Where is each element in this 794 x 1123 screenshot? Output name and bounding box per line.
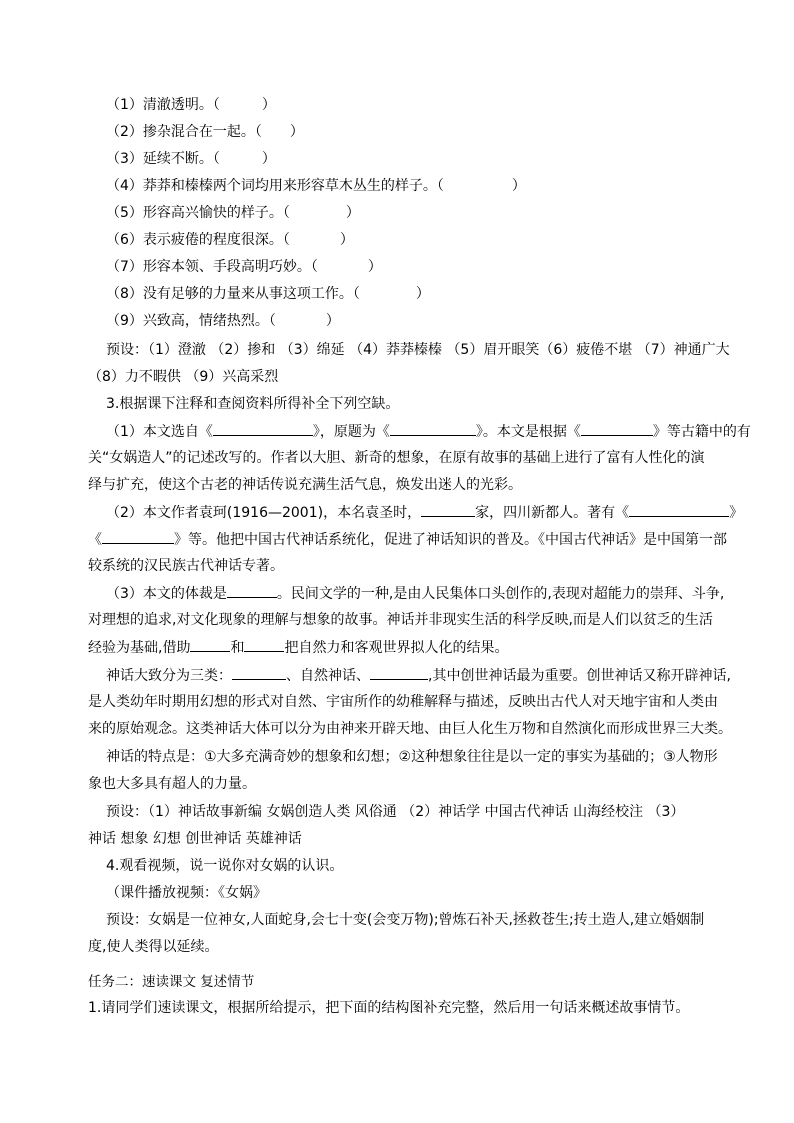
fill-blank[interactable] xyxy=(581,421,653,436)
close-paren: ） xyxy=(345,205,360,221)
q4-answer-line-1: 预设：女娲是一位神女,人面蛇身,会七十变(会变万物);曾炼石补天,拯救苍生;抟土造人,建立婚姻制 xyxy=(106,912,705,928)
task2-question-1: 1.请同学们速读课文，根据所给提示，把下面的结构图补充完整，然后用一句话来概述故事情节。 xyxy=(88,1000,690,1016)
fill-blank[interactable] xyxy=(213,421,313,436)
text: 和 xyxy=(230,640,245,656)
myth-types-line-3: 来的原始观念。这类神话大体可以分为由神来开辟天地、由巨人化生万物和自然演化而形成世界三大类。 xyxy=(88,721,732,737)
text: 》等古籍中的有 xyxy=(652,424,751,440)
q4-answer-line-2: 度,使人类得以延续。 xyxy=(88,939,219,955)
text: 家，四川新都人。著有《 xyxy=(475,505,630,521)
close-paren: ） xyxy=(415,286,430,302)
q3-title: 3.根据课下注释和查阅资料所得补全下列空缺。 xyxy=(106,396,400,412)
close-paren: ） xyxy=(261,97,276,113)
close-paren: ） xyxy=(339,232,354,248)
vocab-text: （2）掺杂混合在一起。（ xyxy=(106,124,262,140)
text: 》等。他把中国古代神话系统化，促进了神话知识的普及。《中国古代神话》是中国第一部 xyxy=(174,532,727,548)
q3-answer-line-1: 预设：（1）神话故事新编 女娲创造人类 风俗通 （2）神话学 中国古代神话 山海经校注 （3） xyxy=(106,804,685,820)
vocab-text: （4）莽莽和榛榛两个词均用来形容草木丛生的样子。（ xyxy=(106,178,444,194)
vocab-answer-line-2: （8）力不暇供 （9）兴高采烈 xyxy=(88,369,279,385)
myth-types-line-1 xyxy=(106,665,731,686)
vocab-item-5 xyxy=(106,203,360,223)
fill-blank[interactable] xyxy=(629,502,729,517)
text: 》 xyxy=(729,505,744,521)
close-paren: ） xyxy=(325,313,340,329)
text: 经验为基础,借助 xyxy=(88,640,191,656)
vocab-answer-line-1: 预设：（1）澄澈 （2）掺和 （3）绵延 （4）莽莽榛榛 （5）眉开眼笑（6）疲倦不堪 （7）神通广大 xyxy=(106,342,730,358)
vocab-text: （7）形容本领、手段高明巧妙。（ xyxy=(106,259,318,275)
vocab-text: （9）兴致高，情绪热烈。（ xyxy=(106,313,276,329)
close-paren: ） xyxy=(511,178,526,194)
fill-blank[interactable] xyxy=(421,502,475,517)
text: 》。本文是根据《 xyxy=(475,424,581,440)
myth-features-line-1: 神话的特点是：①大多充满奇妙的想象和幻想；②这种想象往往是以一定的事实为基础的；③人物形 xyxy=(106,749,718,765)
q3-p2-line-2 xyxy=(88,529,727,550)
vocab-text: （8）没有足够的力量来从事这项工作。（ xyxy=(106,286,360,302)
q3-p2-line-3: 较系统的汉民族古代神话专著。 xyxy=(88,558,284,574)
text: 把自然力和客观世界拟人化的结果。 xyxy=(284,640,509,656)
close-paren: ） xyxy=(261,151,276,167)
text: （1）本文选自《 xyxy=(106,424,213,440)
text: （3）本文的体裁是 xyxy=(106,586,227,602)
fill-blank[interactable] xyxy=(227,583,277,598)
vocab-item-9 xyxy=(106,311,340,331)
text: 神话大致分为三类： xyxy=(106,668,232,684)
vocab-item-7 xyxy=(106,257,382,277)
vocab-text: （5）形容高兴愉快的样子。（ xyxy=(106,205,290,221)
vocab-item-2 xyxy=(106,122,304,142)
q3-p3-line-2: 对理想的追求,对文化现象的理解与想象的故事。神话并非现实生活的科学反映,而是人们以贫乏的生活 xyxy=(88,612,713,628)
text: 、自然神话、 xyxy=(286,668,370,684)
q3-p1-line-3: 绎与扩充，使这个古老的神话传说充满生活气息，焕发出迷人的光彩。 xyxy=(88,477,522,493)
myth-features-line-2: 象也大多具有超人的力量。 xyxy=(88,776,256,792)
fill-blank[interactable] xyxy=(190,637,230,652)
close-paren: ） xyxy=(289,124,304,140)
text: 。民间文学的一种,是由人民集体口头创作的,表现对超能力的崇拜、斗争, xyxy=(276,586,725,602)
vocab-text: （3）延续不断。（ xyxy=(106,151,220,167)
vocab-item-1 xyxy=(106,95,276,115)
fill-blank[interactable] xyxy=(102,529,174,544)
vocab-text: （6）表示疲倦的程度很深。（ xyxy=(106,232,290,248)
q3-p1-line-1 xyxy=(106,421,751,442)
fill-blank[interactable] xyxy=(232,665,286,680)
q3-p3-line-3 xyxy=(88,637,508,658)
text: ,其中创世神话最为重要。创世神话又称开辟神话, xyxy=(428,668,731,684)
text: 《 xyxy=(88,532,102,548)
vocab-item-4 xyxy=(106,176,526,196)
text: （2）本文作者袁珂(1916—2001)，本名袁圣时， xyxy=(106,505,422,521)
fill-blank[interactable] xyxy=(244,637,284,652)
vocab-item-3 xyxy=(106,149,276,169)
q4-title: 4.观看视频，说一说你对女娲的认识。 xyxy=(106,858,344,874)
task2-title: 任务二：速读课文 复述情节 xyxy=(88,974,255,990)
q3-p1-line-2: 关“女娲造人”的记述改写的。作者以大胆、新奇的想象，在原有故事的基础上进行了富有人性化的演 xyxy=(88,450,705,466)
q3-p3-line-1 xyxy=(106,583,724,604)
q4-video-note: （课件播放视频：《女娲》 xyxy=(106,885,267,901)
fill-blank[interactable] xyxy=(370,665,428,680)
myth-types-line-2: 是人类幼年时期用幻想的形式对自然、宇宙所作的幼稚解释与描述，反映出古代人对天地宇宙和人类由 xyxy=(88,694,718,710)
vocab-item-8 xyxy=(106,284,430,304)
vocab-item-6 xyxy=(106,230,354,250)
q3-answer-line-2: 神话 想象 幻想 创世神话 英雄神话 xyxy=(88,831,302,847)
q3-p2-line-1 xyxy=(106,502,743,523)
close-paren: ） xyxy=(367,259,382,275)
text: 》，原题为《 xyxy=(312,424,390,440)
fill-blank[interactable] xyxy=(390,421,476,436)
vocab-text: （1）清澈透明。（ xyxy=(106,97,220,113)
